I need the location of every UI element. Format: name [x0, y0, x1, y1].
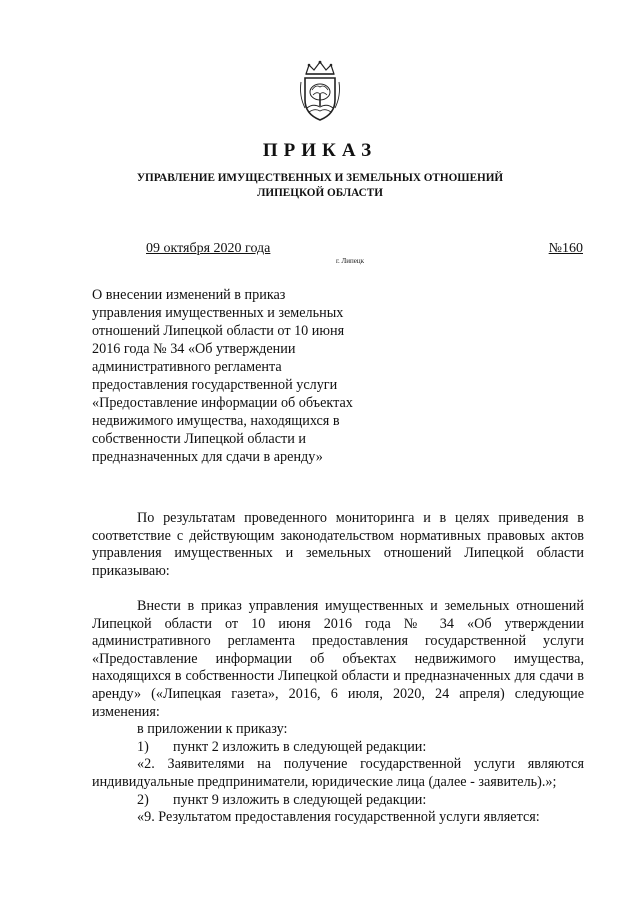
subject-line: административного регламента	[92, 359, 282, 375]
subject-line: отношений Липецкой области от 10 июня	[92, 323, 345, 339]
list-item-number: 1)	[137, 738, 149, 755]
subject-line: собственности Липецкой области и	[92, 431, 306, 447]
document-subject	[92, 286, 392, 466]
paragraph-order: Внести в приказ управления имущественных и земельных отношений Липецкой области от 10 июня 2016 года № 34 «Об утверждении административного регламента предоставления государственной услуги «Предоставление информации об объектах недвижимого имущества, находящихся в собственности Липецкой области и предназначенных для сдачи в аренду» («Липецкая газета», 2016, 6 июля, 2020, 24 апреля) следующие изменения:	[92, 597, 584, 720]
organization-name	[0, 171, 640, 201]
coat-of-arms-icon	[297, 60, 343, 122]
quote-paragraph-2: «2. Заявителями на получение государственной услуги являются индивидуальные предприниматели, юридические лица (далее - заявитель).»;	[92, 756, 584, 790]
list-item-text: пункт 2 изложить в следующей редакции:	[173, 738, 427, 755]
document-city: г. Липецк	[335, 257, 365, 265]
list-item-number: 2)	[137, 791, 149, 808]
quote-paragraph-9: «9. Результатом предоставления государственной услуги является:	[137, 809, 540, 826]
document-title: ПРИКАЗ	[262, 140, 378, 161]
subject-line: предназначенных для сдачи в аренду»	[92, 449, 323, 465]
list-item-2	[92, 792, 584, 810]
subject-line: «Предоставление информации об объектах	[92, 395, 353, 411]
paragraph-preamble: По результатам проведенного мониторинга и в целях приведения в соответствие с действующим законодательством нормативных правовых актов управления имущественных и земельных отношений Липецкой области приказываю:	[92, 510, 584, 579]
list-item-1	[92, 739, 584, 757]
appendix-text: в приложении к приказу:	[137, 721, 288, 738]
organization-line-1: УПРАВЛЕНИЕ ИМУЩЕСТВЕННЫХ И ЗЕМЕЛЬНЫХ ОТНОШЕНИЙ	[136, 172, 504, 184]
appendix-line	[92, 721, 584, 739]
subject-line: О внесении изменений в приказ	[92, 287, 286, 303]
subject-line: предоставления государственной услуги	[92, 377, 338, 393]
list-item-text: пункт 9 изложить в следующей редакции:	[173, 791, 427, 808]
document-body	[92, 510, 584, 827]
subject-line: недвижимого имущества, находящихся в	[92, 413, 340, 429]
subject-line: 2016 года № 34 «Об утверждении	[92, 341, 296, 357]
document-number: №160	[548, 241, 583, 256]
organization-line-2: ЛИПЕЦКОЙ ОБЛАСТИ	[257, 187, 383, 199]
document-date: 09 октября 2020 года	[146, 241, 271, 256]
subject-line: управления имущественных и земельных	[92, 305, 344, 321]
